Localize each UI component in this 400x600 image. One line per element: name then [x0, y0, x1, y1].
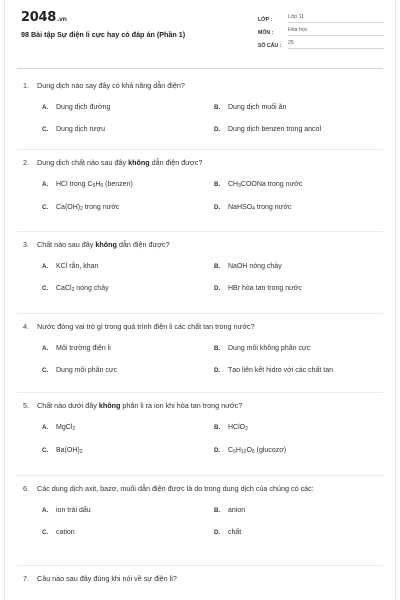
question-text: Nước đóng vai trò gì trong quá trình điện li các chất tan trong nước? — [37, 322, 255, 331]
question-text-part: Chất nào sau đây — [37, 240, 96, 249]
answer-option-a[interactable] — [42, 180, 214, 191]
question-4 — [23, 321, 381, 376]
option-text: KCl rắn, khan — [56, 263, 99, 270]
meta-label: LỚP : — [258, 17, 273, 23]
formula-part: COONa trong nước — [240, 181, 303, 188]
option-letter: D. — [214, 204, 221, 211]
meta-row-count — [258, 38, 384, 49]
question-text-part: dẫn điện được? — [116, 240, 170, 249]
option-text: Dung môi phân cực — [56, 367, 118, 374]
formula-part: HCl trong C — [56, 181, 93, 188]
formula-part: MgCl — [56, 424, 73, 431]
option-letter: C. — [42, 367, 49, 374]
option-letter: B. — [214, 104, 221, 111]
answer-option-c[interactable] — [42, 203, 214, 214]
subscript: 2 — [72, 426, 76, 432]
question-6 — [23, 483, 381, 538]
answer-option-b[interactable] — [214, 344, 381, 354]
option-letter: A. — [42, 507, 49, 514]
formula-part: Ba(OH) — [56, 447, 80, 454]
question-stem — [23, 321, 381, 332]
formula-part: O — [246, 447, 252, 454]
option-letter: A. — [42, 263, 49, 270]
question-separator — [17, 475, 383, 476]
meta-row-class — [258, 12, 384, 23]
question-separator — [17, 565, 383, 566]
option-text: Dung dịch benzen trong ancol — [228, 126, 322, 133]
meta-value: Hóa học — [288, 26, 384, 36]
question-stem — [23, 80, 381, 91]
document-page — [4, 0, 396, 600]
answer-options — [42, 423, 381, 457]
question-text — [37, 157, 381, 168]
option-letter: B. — [214, 181, 221, 188]
subscript: 12 — [240, 449, 247, 455]
subscript: 2 — [245, 426, 248, 432]
formula-part: H — [95, 181, 101, 188]
option-text — [56, 284, 109, 295]
question-keyword: không — [95, 240, 117, 249]
question-text — [37, 239, 381, 250]
question-text-part: dẫn điện được? — [149, 158, 203, 167]
answer-option-d[interactable] — [214, 528, 381, 538]
formula-part: CH — [228, 181, 239, 188]
answer-options — [42, 262, 381, 295]
question-number: 6. — [23, 484, 29, 493]
subscript: 2 — [71, 287, 75, 293]
question-stem — [23, 573, 381, 584]
option-letter: A. — [42, 345, 49, 352]
option-text: Môi trường điện li — [56, 345, 111, 352]
question-5 — [23, 400, 381, 457]
logo-suffix: .vn — [56, 16, 67, 23]
question-keyword: không — [98, 401, 121, 410]
subscript: 2 — [79, 449, 83, 455]
option-text — [228, 446, 286, 457]
option-text — [56, 203, 119, 214]
answer-option-c[interactable] — [42, 366, 214, 376]
meta-label: MÔN : — [258, 30, 274, 36]
question-text — [37, 400, 381, 411]
answer-option-c[interactable] — [42, 284, 214, 295]
option-letter: C. — [42, 285, 49, 292]
option-text: NaOH nóng chảy — [228, 263, 282, 270]
option-text: Dung dịch muối ăn — [228, 104, 287, 111]
question-separator — [17, 313, 383, 314]
subscript: 6 — [100, 183, 104, 189]
option-text: chất — [228, 529, 242, 536]
formula-part: NaHSO — [228, 204, 253, 211]
question-number: 2. — [23, 158, 29, 167]
option-text: ion trái dấu — [56, 507, 91, 514]
subscript: 3 — [238, 183, 241, 189]
option-letter: C. — [42, 126, 49, 133]
answer-option-b[interactable] — [214, 180, 381, 191]
question-text: Dung dịch nào say đây có khả năng dẫn điện? — [37, 81, 185, 90]
subscript: 4 — [252, 206, 255, 212]
option-letter: D. — [214, 126, 221, 133]
option-letter: C. — [42, 529, 49, 536]
answer-options — [42, 103, 381, 135]
answer-option-c[interactable] — [42, 446, 214, 457]
question-number: 1. — [23, 81, 29, 90]
meta-row-subject — [258, 25, 384, 36]
question-text-part: Chất nào dưới đây — [37, 401, 99, 410]
option-letter: B. — [214, 507, 221, 514]
question-separator — [17, 392, 383, 393]
question-keyword: không — [128, 158, 150, 167]
answer-option-b[interactable] — [214, 423, 381, 434]
formula-part: C — [228, 447, 234, 454]
subscript: 6 — [233, 449, 236, 455]
question-stem — [23, 400, 381, 411]
question-number: 7. — [23, 574, 29, 583]
question-text: Câu nào sau đây đúng khi nói về sự điện li? — [37, 574, 177, 583]
meta-value: 25 — [288, 39, 384, 49]
answer-option-d[interactable] — [214, 446, 381, 457]
option-letter: B. — [214, 424, 221, 431]
answer-option-a[interactable] — [42, 423, 214, 434]
answer-options — [42, 180, 381, 214]
option-letter: B. — [214, 345, 221, 352]
question-stem — [23, 239, 381, 250]
formula-part: (benzen) — [103, 181, 133, 188]
answer-options — [42, 344, 381, 376]
question-text-part: phân li ra ion khi hòa tan trong nước? — [120, 401, 243, 410]
option-text: Dung môi không phân cực — [228, 345, 311, 352]
answer-option-c[interactable] — [42, 528, 214, 538]
subscript: 6 — [251, 449, 255, 455]
question-7 — [23, 573, 381, 584]
question-1 — [23, 80, 381, 135]
meta-label: SỐ CÂU : — [258, 43, 282, 49]
answer-option-a[interactable] — [42, 344, 214, 354]
formula-part: (glucozơ) — [254, 447, 287, 454]
meta-value: Lớp 11 — [288, 13, 384, 23]
question-3 — [23, 239, 381, 295]
option-text: Tạo liên kết hidro với các chất tan — [228, 367, 333, 374]
option-letter: B. — [214, 263, 221, 270]
question-stem — [23, 483, 381, 494]
option-letter: C. — [42, 204, 49, 211]
formula-part: trong nước — [82, 204, 120, 211]
document-header — [5, 0, 395, 68]
question-text-part: Dung dịch chất nào sau đây — [37, 158, 129, 167]
formula-part: Ca(OH) — [56, 204, 81, 211]
option-letter: C. — [42, 447, 49, 454]
formula-part: nóng chảy — [74, 285, 109, 292]
formula-part: CaCl — [56, 285, 72, 292]
option-text — [56, 180, 133, 191]
answer-option-d[interactable] — [214, 125, 381, 135]
answer-option-a[interactable] — [42, 103, 214, 113]
option-letter: D. — [214, 447, 221, 454]
answer-option-a[interactable] — [42, 262, 214, 272]
question-number: 4. — [23, 322, 29, 331]
question-separator — [17, 149, 383, 150]
option-text — [56, 446, 83, 457]
option-text — [228, 180, 302, 191]
answer-option-a[interactable] — [42, 506, 214, 516]
answer-option-c[interactable] — [42, 125, 214, 135]
answer-option-d[interactable] — [214, 366, 381, 376]
option-text — [228, 423, 248, 434]
option-text — [228, 203, 291, 214]
question-number: 3. — [23, 240, 29, 249]
option-text — [56, 423, 75, 434]
question-text: Các dung dịch axit, bazơ, muối dẫn điện được là do trong dung dịch của chúng có các: — [37, 484, 314, 493]
option-letter: D. — [214, 367, 221, 374]
option-text: HBr hòa tan trong nước — [228, 285, 302, 292]
option-letter: A. — [42, 181, 49, 188]
subscript: 6 — [92, 183, 96, 189]
question-number: 5. — [23, 401, 29, 410]
answer-option-b[interactable] — [214, 262, 381, 272]
option-letter: A. — [42, 104, 49, 111]
answer-option-d[interactable] — [214, 284, 381, 295]
logo-main: 2048 — [21, 10, 56, 25]
question-separator — [17, 231, 383, 232]
option-text: cation — [56, 529, 75, 536]
formula-part: HClO — [228, 424, 246, 431]
answer-option-b[interactable] — [214, 506, 381, 516]
question-2 — [23, 157, 381, 214]
option-text: Dung dịch đường — [56, 104, 111, 111]
option-letter: D. — [214, 285, 221, 292]
option-text: anion — [228, 507, 246, 514]
subscript: 2 — [80, 206, 83, 212]
header-divider — [17, 68, 383, 69]
document-title: 98 Bài tập Sự điện li cực hay có đáp án (Phần 1) — [21, 30, 186, 39]
option-letter: A. — [42, 424, 49, 431]
question-stem — [23, 157, 381, 168]
formula-part: trong nước — [254, 204, 292, 211]
option-letter: D. — [214, 529, 221, 536]
option-text: Dung dịch rượu — [56, 126, 105, 133]
answer-option-b[interactable] — [214, 103, 381, 113]
document-meta — [258, 12, 384, 51]
answer-option-d[interactable] — [214, 203, 381, 214]
formula-part: H — [235, 447, 241, 454]
answer-options — [42, 506, 381, 538]
